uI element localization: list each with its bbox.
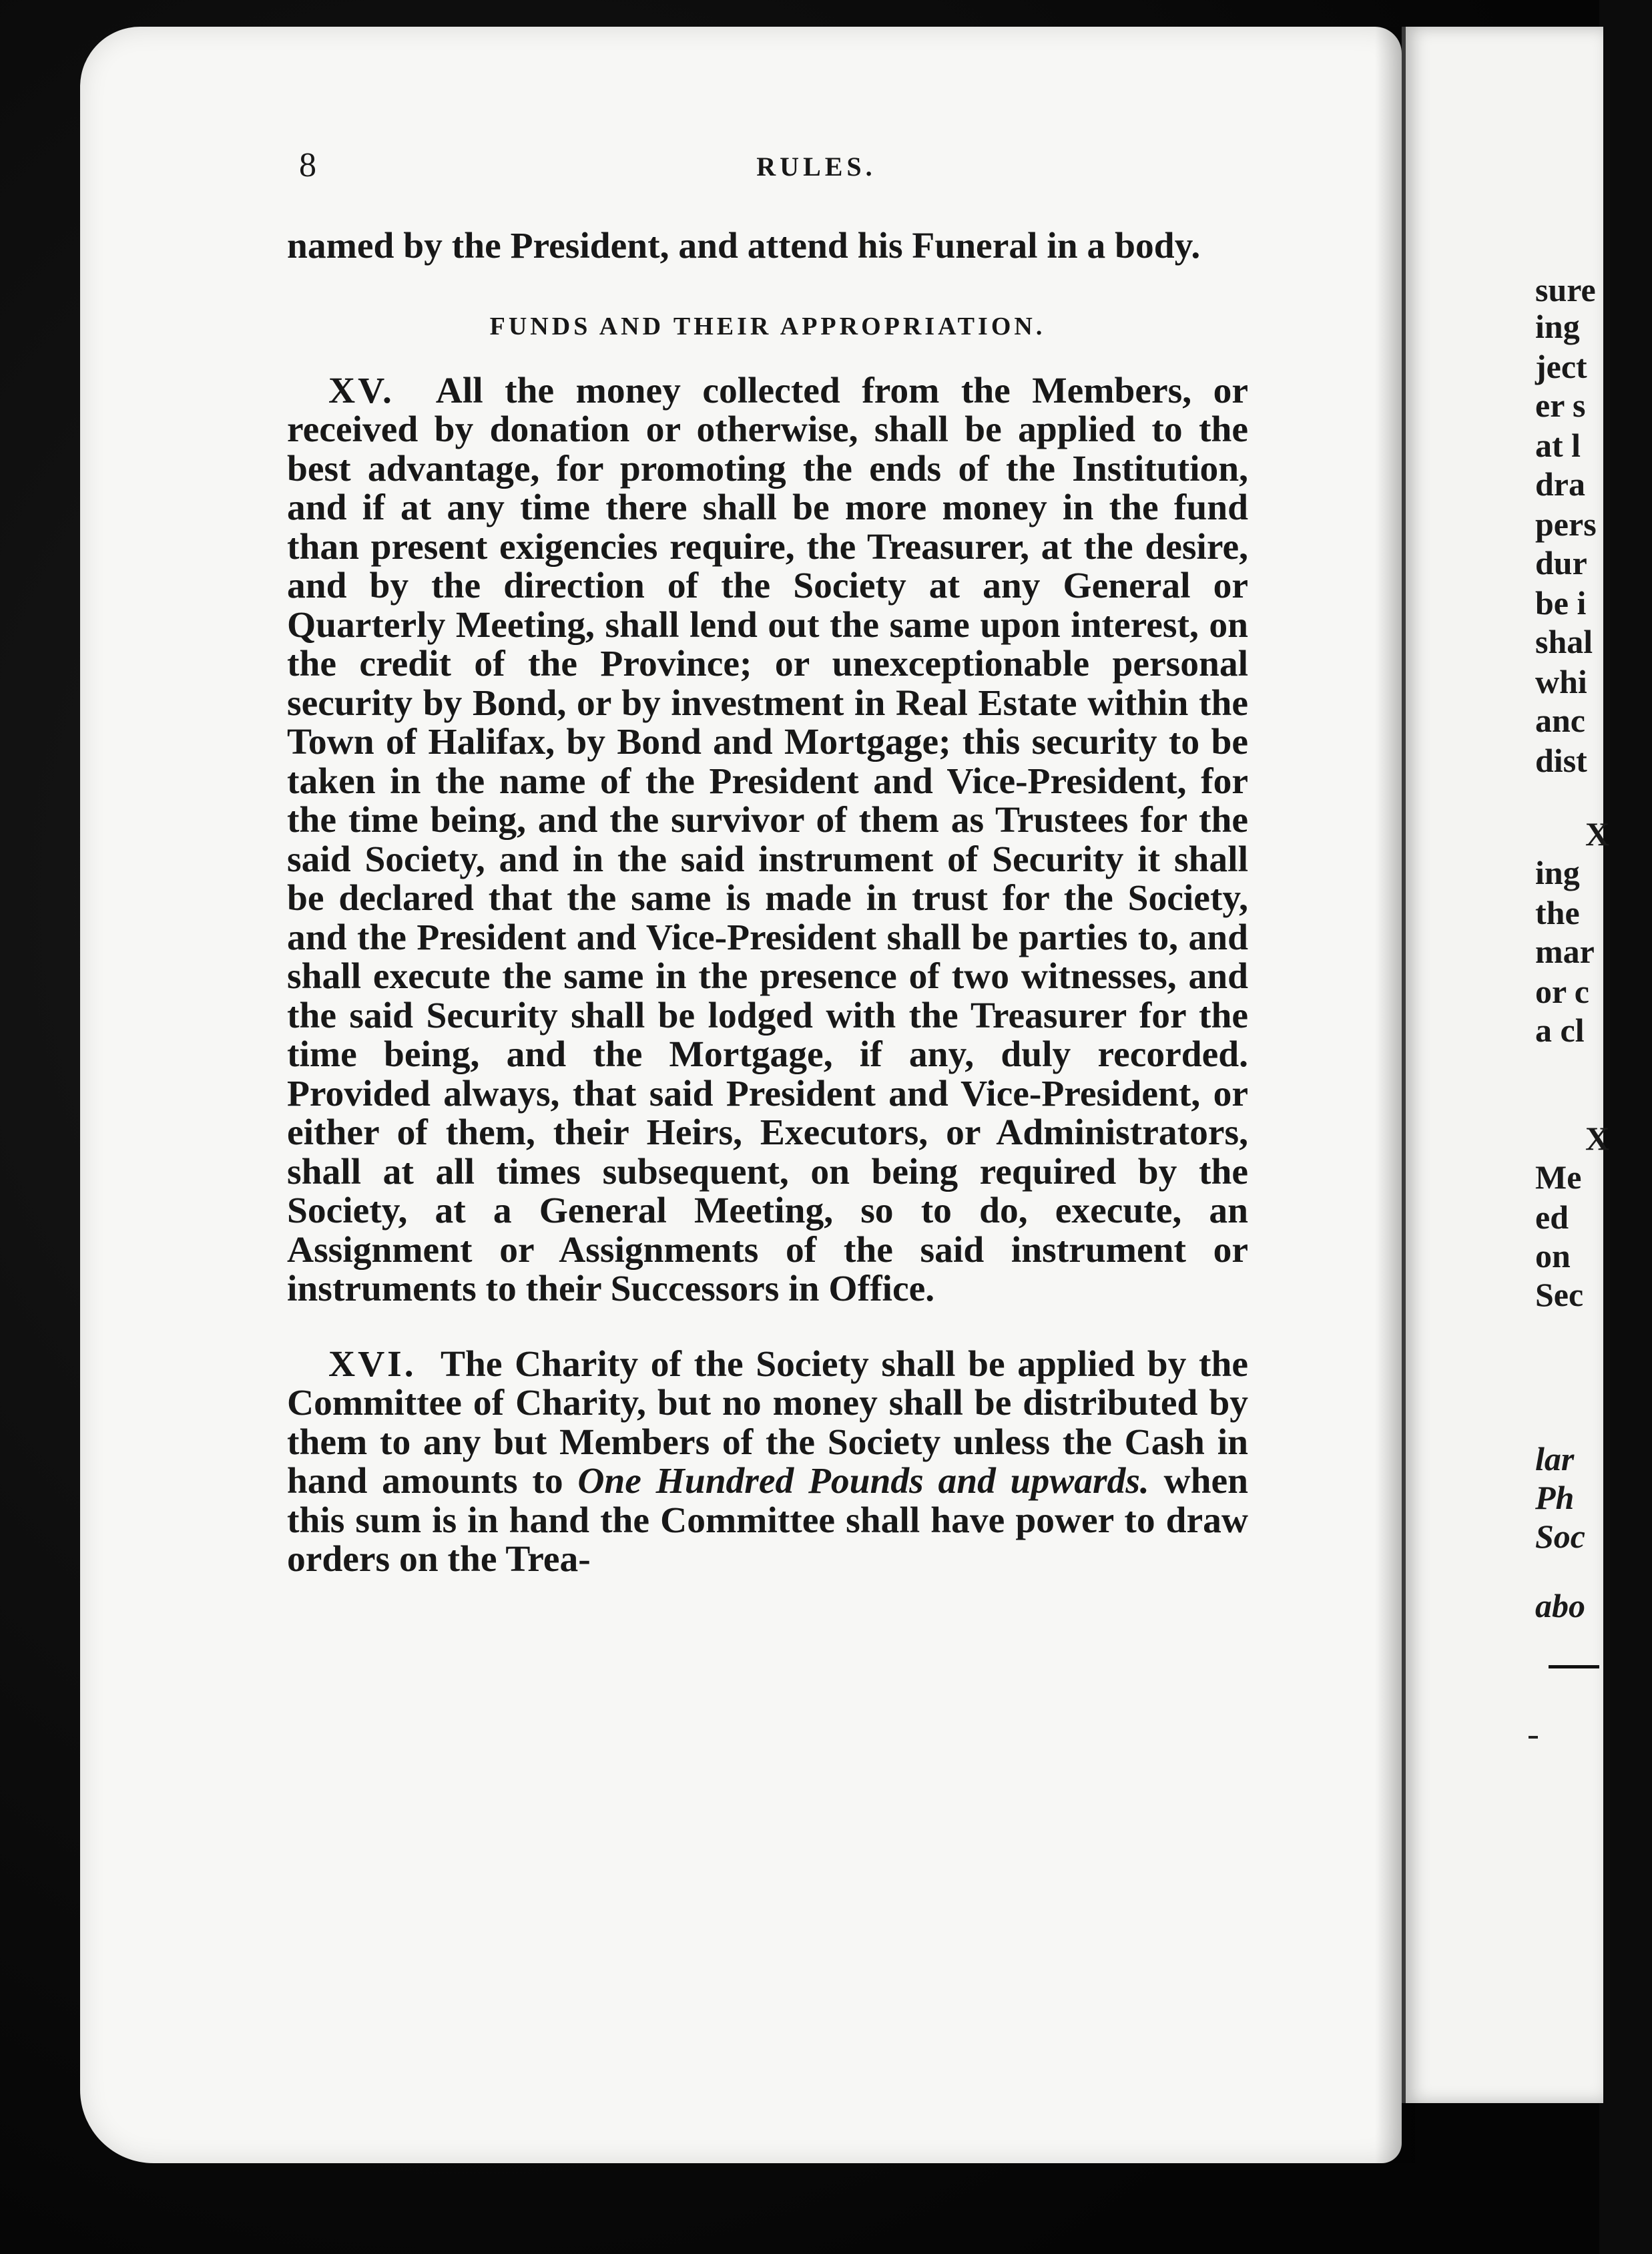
facing-page-fragment: anc [1535,702,1585,739]
facing-page-fragment: mar [1535,933,1595,970]
facing-page-fragment: pers [1535,505,1597,543]
continuation-paragraph: named by the President, and attend his Funeral in a body. [287,226,1201,266]
facing-page-fragment: the [1535,894,1580,931]
facing-page-fragment: dur [1535,544,1587,582]
facing-page-fragment: sure [1535,271,1596,308]
facing-page-fragment: X [1585,1120,1610,1157]
italic-amount: One Hundred Pounds and upwards. [577,1461,1149,1502]
facing-page-fragment: or c [1535,973,1589,1010]
facing-page-fragment: Me [1535,1158,1582,1196]
paragraph-xv [287,372,1248,1309]
facing-page-fragment: a cl [1535,1011,1585,1049]
paragraph-text: All the money collected from the Members, or received by donation or otherwise, shall be applied to the best advantage, for promoting the ends of the Institution, and if at any time there shall be more money in the fund than present exigencies require, the Treasurer, at the desire, and by the direction of the Society at any General or Quarterly Meeting, shall lend out the same upon interest, on the credit of the Province; or unexceptionable personal security by Bond, or by investment in Real Estate within the Town of Halifax, by Bond and Mortgage; this security to be taken in the name of the President and Vice-President, for the time being, and the survivor of them as Trustees for the said Society, and in the said instrument of Security it shall be declared that the same is made in trust for the Society, and the President and Vice-President shall be parties to, and shall execute the same in the presence of two witnesses, and the said Security shall be lodged with the Treasurer for the time being, and the Mortgage, if any, duly recorded. Provided always, that said President and Vice-President, or either of them, their Heirs, Executors, or Administrators, shall at all times subsequent, on being required by the Society, at a General Meeting, so to do, execute, an Assignment or Assignments of the said instrument or instruments to their Successors in Office. [287,370,1248,1309]
page-number: 8 [299,146,316,184]
facing-page-dash [1529,1736,1538,1739]
facing-page-fragment: ing [1535,854,1580,891]
facing-page-fragment: lar [1535,1440,1575,1478]
facing-page-rule [1549,1665,1599,1668]
facing-page-fragment: ing [1535,308,1580,345]
facing-page-fragment: dist [1535,742,1587,779]
facing-page-fragment: abo [1535,1587,1585,1624]
facing-page-fragment: Soc [1535,1518,1585,1555]
facing-page-fragment: dra [1535,465,1585,503]
paragraph-text-continued: when this sum is in hand the Committee shall have power to draw orders on the Trea- [287,1461,1248,1580]
running-head [299,146,1247,192]
facing-page-fragment: Sec [1535,1276,1584,1313]
facing-page-fragment: whi [1535,663,1587,700]
running-head-title: RULES. [756,152,876,182]
facing-page-fragment: X [1585,815,1610,853]
paragraph-number: XVI. [328,1343,417,1385]
facing-page-fragment: at l [1535,427,1581,464]
paragraph-xvi [287,1345,1248,1580]
paragraph-text: The Charity of the Society shall be applied by the Committee of Charity, but no money shall be distributed by them to any but Members of the Society unless the Cash in hand amounts to [287,1343,1248,1502]
paragraph-number: XV. [328,370,394,411]
section-heading: FUNDS AND THEIR APPROPRIATION. [489,312,1046,341]
body-text [287,227,1248,1580]
facing-page-fragment: ject [1535,348,1587,385]
facing-page-fragment: er s [1535,387,1586,424]
facing-page-fragment: ed [1535,1198,1569,1236]
facing-page-fragment: on [1535,1237,1571,1275]
facing-page-fragment: be i [1535,584,1587,622]
facing-page-fragment: Ph [1535,1479,1575,1516]
facing-page-fragment: shal [1535,623,1593,660]
